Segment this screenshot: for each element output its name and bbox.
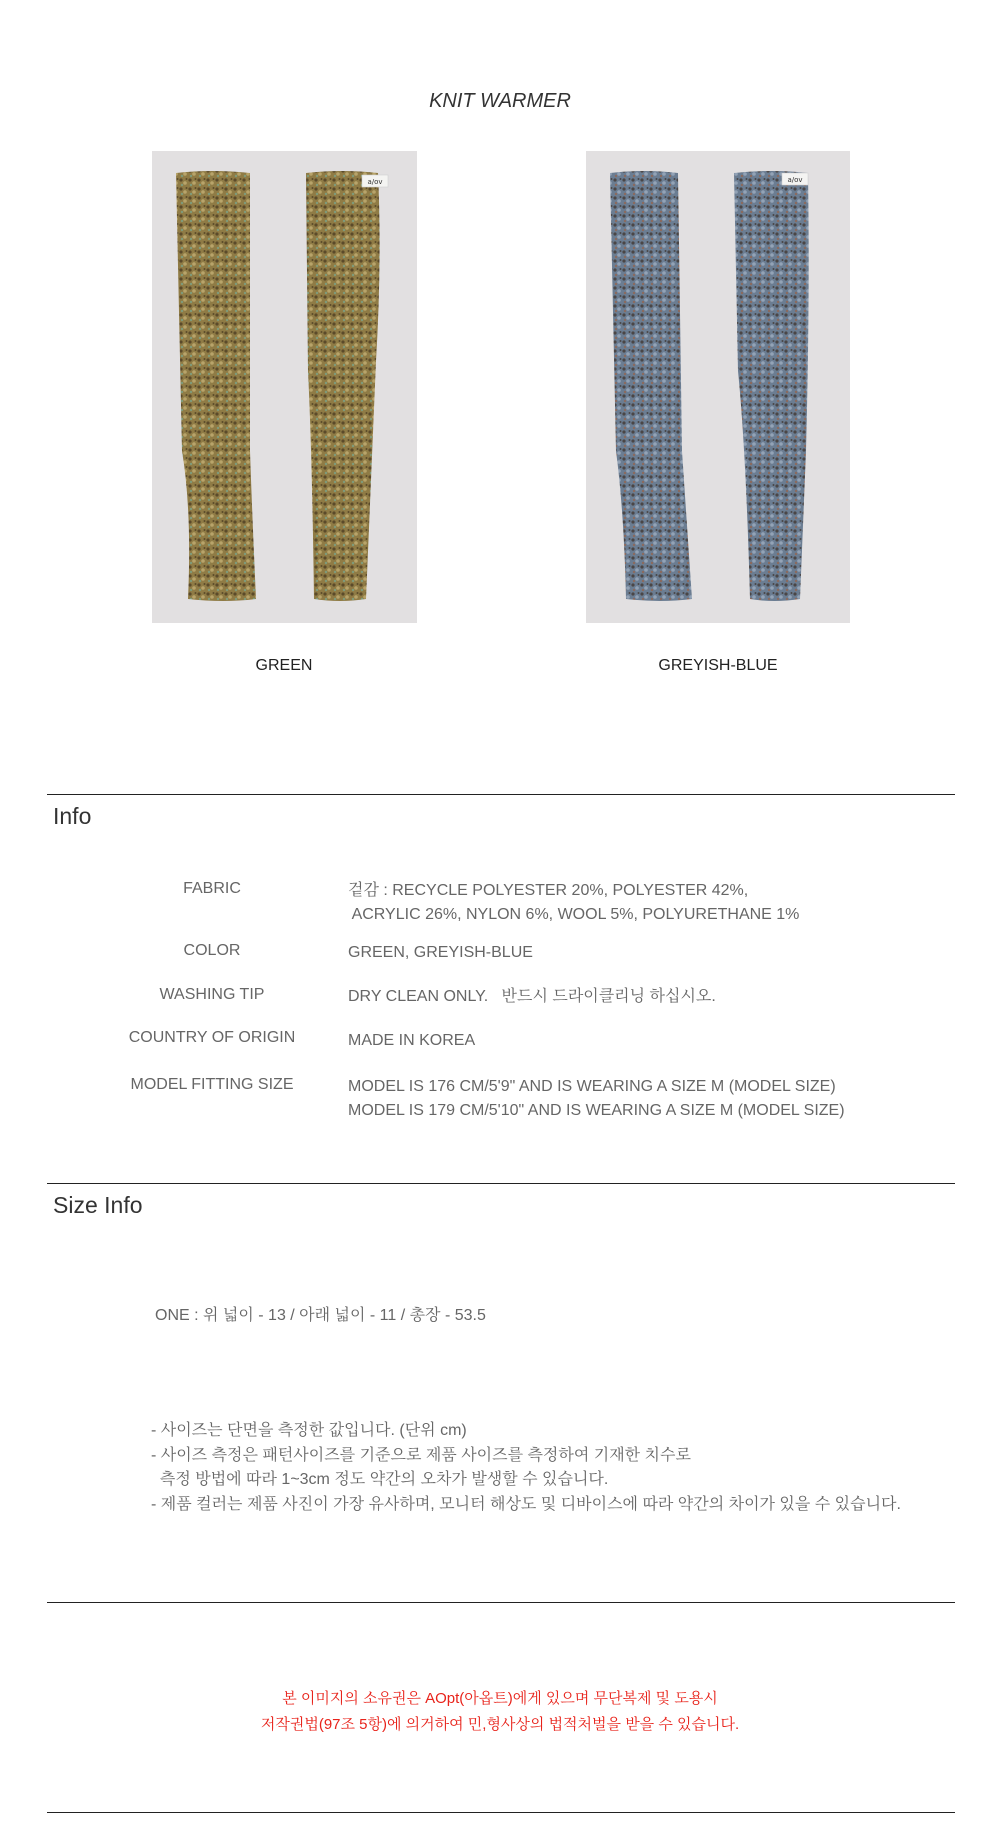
info-label-washing-tip: WASHING TIP [159, 986, 265, 1003]
divider [47, 1602, 955, 1603]
info-value-country-of-origin [348, 1029, 475, 1053]
caption-green: GREEN [255, 657, 313, 674]
knit-warmer-green-image [152, 151, 417, 623]
divider [47, 1812, 955, 1813]
brand-tag: a/ov [787, 176, 803, 184]
size-info-heading: Size Info [53, 1192, 143, 1218]
fabric-line: 겉감 : RECYCLE POLYESTER 20%, POLYESTER 42%, [348, 882, 749, 899]
info-value-color [348, 941, 533, 965]
divider [47, 1183, 955, 1184]
model-line: MODEL IS 176 CM/5'9" AND IS WEARING A SIZE M (MODEL SIZE) [348, 1078, 836, 1095]
color-line: GREEN, GREYISH-BLUE [348, 944, 533, 961]
divider [47, 794, 955, 795]
info-value-model-fitting-size [348, 1075, 845, 1123]
copyright-line: 본 이미지의 소유권은 AOpt(아옵트)에게 있으며 무단복제 및 도용시 [282, 1690, 718, 1707]
size-note: - 사이즈 측정은 패턴사이즈를 기준으로 제품 사이즈를 측정하여 기재한 치수로 [151, 1446, 691, 1464]
size-note: - 제품 컬러는 제품 사진이 가장 유사하며, 모니터 해상도 및 디바이스에 따라 약간의 차이가 있을 수 있습니다. [151, 1495, 901, 1513]
copyright-notice [0, 1686, 1000, 1738]
info-value-fabric [348, 879, 799, 927]
size-measurement: ONE : 위 넓이 - 13 / 아래 넓이 - 11 / 총장 - 53.5 [155, 1307, 486, 1324]
copyright-line: 저작권법(97조 5항)에 의거하여 민,형사상의 법적처벌을 받을 수 있습니다. [260, 1716, 740, 1733]
info-label-model-fitting-size: MODEL FITTING SIZE [130, 1076, 294, 1093]
size-note: - 사이즈는 단면을 측정한 값입니다. (단위 cm) [151, 1422, 467, 1439]
info-label-color: COLOR [183, 942, 241, 959]
info-label-fabric: FABRIC [183, 880, 241, 897]
brand-tag: a/ov [367, 178, 383, 186]
washing-line: DRY CLEAN ONLY. 반드시 드라이클리닝 하십시오. [348, 988, 716, 1005]
page-title: KNIT WARMER [429, 90, 571, 112]
caption-greyish-blue: GREYISH-BLUE [658, 657, 778, 674]
size-notes [151, 1419, 901, 1517]
info-label-country-of-origin: COUNTRY OF ORIGIN [128, 1029, 296, 1046]
info-value-washing-tip [348, 985, 716, 1009]
fabric-line: ACRYLIC 26%, NYLON 6%, WOOL 5%, POLYURETHANE 1% [348, 906, 800, 923]
origin-line: MADE IN KOREA [348, 1032, 476, 1049]
knit-warmer-greyish-blue-image [586, 151, 850, 623]
product-photo-green [152, 151, 417, 623]
size-note: 측정 방법에 따라 1~3cm 정도 약간의 오차가 발생할 수 있습니다. [151, 1471, 609, 1488]
model-line: MODEL IS 179 CM/5'10" AND IS WEARING A SIZE M (MODEL SIZE) [348, 1102, 845, 1119]
info-heading: Info [53, 803, 92, 829]
product-photo-greyish-blue [586, 151, 850, 623]
